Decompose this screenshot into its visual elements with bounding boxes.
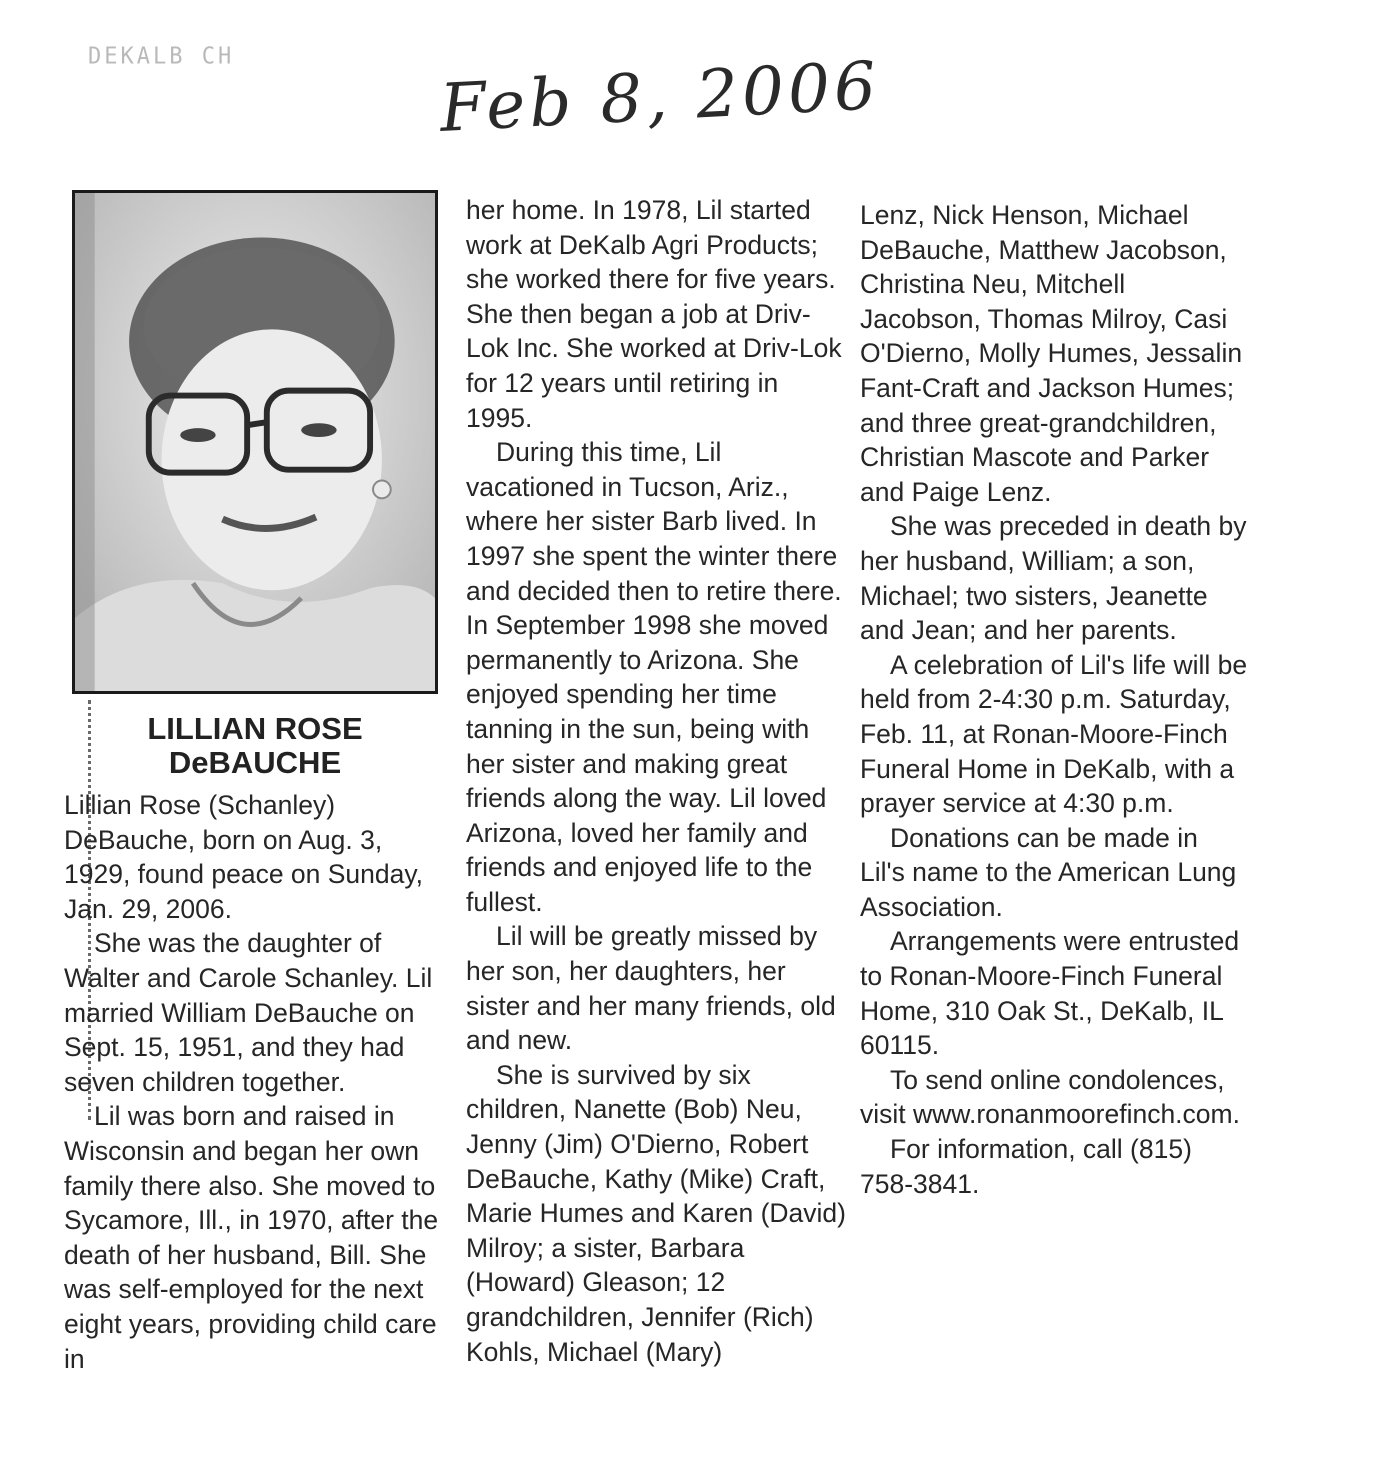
paragraph: She was preceded in death by her husband, William; a son, Michael; two sisters, Jeanette and Jean; and her parents. — [860, 511, 1247, 646]
column-3 — [860, 198, 1250, 1201]
portrait-photo — [72, 190, 438, 694]
headline-line-1: LILLIAN ROSE — [147, 711, 363, 746]
paragraph: For information, call (815) 758-3841. — [860, 1134, 1192, 1199]
paragraph: She was the daughter of Walter and Carole Schanley. Lil married William DeBauche on Sept. 15, 1951, and they had seven children together. — [64, 928, 433, 1097]
column-2 — [466, 193, 846, 1369]
paragraph: Arrangements were entrusted to Ronan-Moore-Finch Funeral Home, 310 Oak St., DeKalb, IL 60115. — [860, 926, 1240, 1061]
paragraph: During this time, Lil vacationed in Tucson, Ariz., where her sister Barb lived. In 1997 she spent the winter there and decided then to retire there. In September 1998 she moved permanently to Arizona. She enjoyed spending her time tanning in the sun, being with her sister and making great friends along the way. Lil loved Arizona, loved her family and friends and enjoyed life to the fullest. — [466, 437, 842, 917]
paragraph: Lillian Rose (Schanley) DeBauche, born on Aug. 3, 1929, found peace on Sunday, Jan. 29, 2006. — [64, 790, 424, 924]
paragraph: Lil was born and raised in Wisconsin and began her own family there also. She moved to Sycamore, Ill., in 1970, after the death of her husband, Bill. She was self-employed for the next eight years, providing child care in — [64, 1101, 439, 1374]
obituary-headline — [100, 712, 410, 780]
paragraph: A celebration of Lil's life will be held from 2-4:30 p.m. Saturday, Feb. 11, at Ronan-Moore-Finch Funeral Home in DeKalb, with a prayer service at 4:30 p.m. — [860, 649, 1248, 819]
column-1 — [64, 788, 444, 1376]
paragraph: Donations can be made in Lil's name to the American Lung Association. — [860, 822, 1237, 922]
paragraph: She is survived by six children, Nanette (Bob) Neu, Jenny (Jim) O'Dierno, Robert DeBauche, Kathy (Mike) Craft, Marie Humes and Karen (David) Milroy; a sister, Barbara (Howard) Gleason; 12 grandchildren, Jennifer (Rich) Kohls, Michael (Mary) — [466, 1059, 846, 1367]
headline-line-2: DeBAUCHE — [168, 745, 342, 780]
paragraph: her home. In 1978, Lil started work at DeKalb Agri Products; she worked there for five years. She then began a job at Driv-Lok Inc. She worked at Driv-Lok for 12 years until retiring in 1995. — [466, 195, 842, 433]
portrait-illustration — [75, 193, 435, 691]
paragraph: Lil will be greatly missed by her son, her daughters, her sister and her many friends, old and new. — [466, 921, 836, 1056]
handwritten-date: Feb 8, 2006 — [437, 47, 882, 147]
paragraph: To send online condolences, visit www.ronanmoorefinch.com. — [860, 1064, 1240, 1130]
paragraph: Lenz, Nick Henson, Michael DeBauche, Matthew Jacobson, Christina Neu, Mitchell Jacobson, Thomas Milroy, Casi O'Dierno, Molly Humes, Jessalin Fant-Craft and Jackson Humes; and three great-grandchildren, Christian Mascote and Parker and Paige Lenz. — [860, 200, 1243, 507]
archive-stamp: DEKALB CH — [88, 43, 235, 70]
